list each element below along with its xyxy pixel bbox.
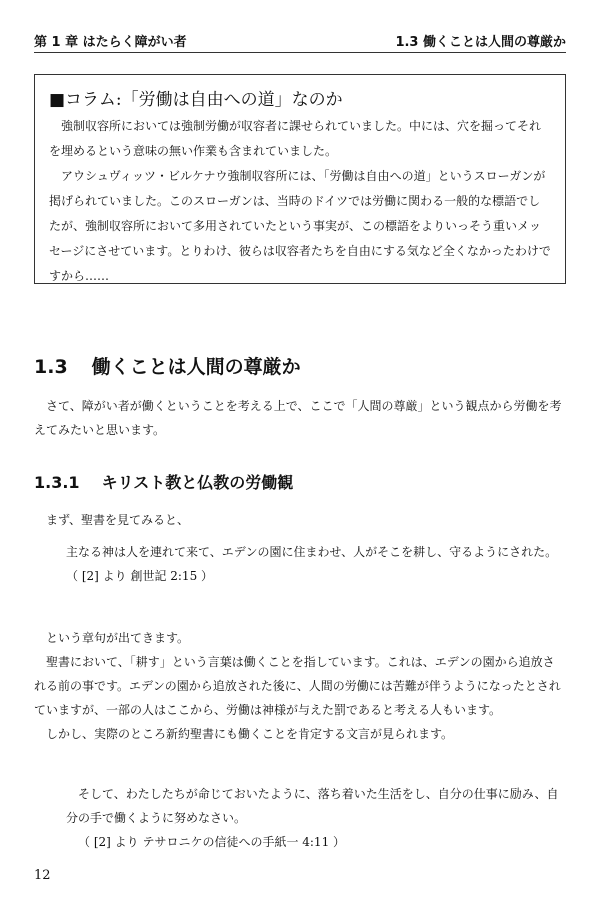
body-paragraph: しかし、実際のところ新約聖書にも働くことを肯定する文言が見られます。	[46, 727, 454, 741]
page-number: 12	[34, 868, 51, 883]
quote-text: そして、わたしたちが命じておいたように、落ち着いた生活をし、自分の仕事に励み、自分の手で働くように努めなさい。	[66, 787, 559, 825]
column-box	[34, 74, 566, 284]
column-title: ■コラム:「労働は自由への道」なのか	[49, 90, 343, 110]
body-paragraph: 聖書において、「耕す」という言葉は働くことを指しています。これは、エデンの園から追放される前の事です。エデンの園から追放された後に、人間の労働には苦難が伴うようになったとされていますが、一部の人はここから、労働は神様が与えた罰であると考える人もいます。	[34, 655, 561, 717]
section-intro	[34, 394, 566, 442]
subsection-number: 1.3.1	[34, 473, 80, 492]
section-title: 働くことは人間の尊厳か	[91, 356, 301, 378]
quote-text: 主なる神は人を連れて来て、エデンの園に住まわせ、人がそこを耕し、守るようにされた。	[66, 545, 558, 559]
lead-paragraph: まず、聖書を見てみると、	[46, 513, 190, 527]
intro-paragraph: さて、障がい者が働くということを考える上で、ここで「人間の尊厳」という観点から労働を考えてみたいと思います。	[34, 399, 562, 437]
header-rule	[34, 52, 566, 53]
body-paragraphs	[34, 626, 566, 746]
subsection-title: キリスト教と仏教の労働観	[101, 473, 294, 492]
section-number: 1.3	[34, 356, 68, 378]
column-paragraph: アウシュヴィッツ・ビルケナウ強制収容所には、「労働は自由への道」というスローガンが掲げられていました。このスローガンは、当時のドイツでは労働に関わる一般的な標語でしたが、強制収容所において多用されていたという事実が、この標語をよりいっそう重いメッセージにさせています。とりわけ、彼らは収容者たちを自由にする気など全くなかったわけですから……	[49, 169, 551, 283]
header-section: 1.3 働くことは人間の尊厳か	[395, 34, 566, 50]
body-paragraph: という章句が出てきます。	[46, 631, 190, 645]
running-header	[34, 30, 566, 50]
subsection-heading	[34, 470, 293, 493]
subsection-lead	[34, 508, 566, 532]
section-heading	[34, 352, 301, 379]
quote-citation: （ [2] より テサロニケの信徒への手紙一 4:11 ）	[78, 835, 346, 849]
block-quote	[66, 540, 566, 588]
block-quote	[66, 782, 566, 854]
column-paragraph: 強制収容所においては強制労働が収容者に課せられていました。中には、穴を掘ってそれを埋めるという意味の無い作業も含まれていました。	[49, 119, 542, 158]
quote-citation: （ [2] より 創世記 2:15 ）	[66, 569, 214, 583]
header-chapter: 第 1 章 はたらく障がい者	[34, 34, 187, 50]
